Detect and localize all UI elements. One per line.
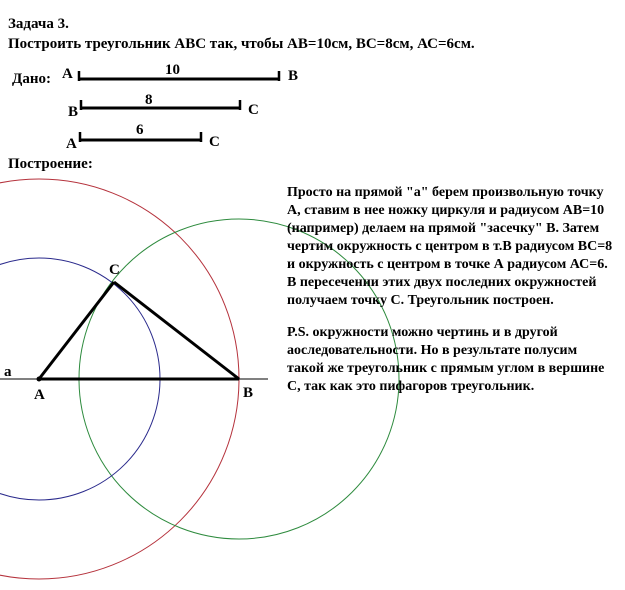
given-ac-length: 6: [136, 122, 144, 138]
triangle-side-bc: [114, 282, 239, 379]
given-label: Дано:: [12, 71, 51, 87]
given-ac-start: A: [66, 136, 77, 152]
given-bc-end: C: [248, 102, 259, 118]
explanation-ps: P.S. окружности можно чертинь и в другой аоследовательности. Но в результате полусим такой же треугольник с прямым углом в вершине С, так как это пифагоров треугольник.: [287, 325, 605, 394]
given-ab-end: B: [288, 68, 299, 84]
task-title: Задача 3.: [8, 16, 69, 32]
triangle-side-ac: [39, 282, 114, 379]
explanation-text: [287, 184, 617, 396]
given-ab-length: 10: [165, 62, 180, 78]
point-c-label: C: [109, 262, 120, 278]
given-ac-end: C: [209, 134, 220, 150]
task-statement: Построить треугольник АВС так, чтобы АВ=10см, ВС=8см, АС=6см.: [8, 36, 475, 52]
given-bc-length: 8: [145, 92, 153, 108]
explanation-paragraph: Просто на прямой "а" берем произвольную точку А, ставим в нее ножку циркуля и радиусом АВ=10 (например) делаем на прямой "засечку" В. Затем чертим окружность с центром в т.В радиусом ВС=8 и окружность с центром в точке А радиусом АС=6. В пересечении этих двух последних окружностей получаем точку С. Треугольник построен.: [287, 185, 613, 308]
given-segment-ab: [62, 62, 298, 84]
construction-label: Построение:: [8, 156, 93, 172]
point-b-label: B: [243, 385, 254, 401]
given-ab-start: A: [62, 66, 73, 82]
given-segment-ac: [66, 122, 220, 152]
given-bc-start: B: [68, 104, 79, 120]
point-a-marker: [37, 377, 42, 382]
point-a-label: A: [34, 387, 45, 403]
given-segment-bc: [68, 92, 259, 120]
line-a-label: а: [4, 364, 12, 380]
